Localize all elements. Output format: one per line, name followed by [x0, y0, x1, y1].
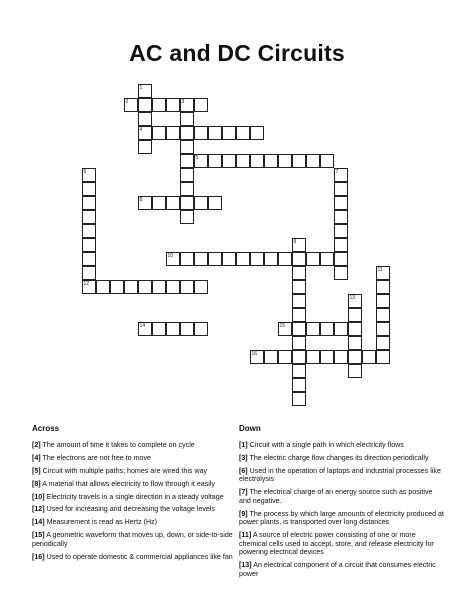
- grid-cell[interactable]: [348, 336, 362, 350]
- grid-cell[interactable]: [264, 154, 278, 168]
- grid-cell[interactable]: [138, 112, 152, 126]
- down-clues: [239, 424, 444, 583]
- clue-item: [32, 493, 237, 502]
- clue-number: [3]: [239, 453, 248, 462]
- clue-number: [1]: [239, 441, 248, 449]
- clue-text: Used to operate domestic & commercial appliances like fan: [46, 552, 233, 561]
- grid-cell[interactable]: [82, 210, 96, 224]
- grid-cell[interactable]: [138, 98, 152, 112]
- grid-cell[interactable]: [264, 252, 278, 266]
- clue-text: An electrical component of a circuit that consumes electric power: [239, 561, 436, 578]
- clue-item: [32, 467, 237, 476]
- page-title: AC and DC Circuits: [129, 40, 345, 66]
- grid-cell[interactable]: [152, 322, 166, 336]
- grid-cell[interactable]: [292, 154, 306, 168]
- clue-number: [6]: [239, 466, 248, 475]
- grid-cell[interactable]: [166, 196, 180, 210]
- grid-number: 9: [293, 238, 297, 245]
- grid-cell[interactable]: [208, 252, 222, 266]
- clue-item: [32, 454, 237, 463]
- grid-cell[interactable]: [208, 196, 222, 210]
- grid-cell[interactable]: [152, 126, 166, 140]
- grid-number: 10: [167, 252, 174, 259]
- clue-text: A geometric waveform that moves up, down, or side-to-side periodically: [32, 531, 233, 548]
- down-heading: Down: [239, 424, 261, 433]
- grid-cell[interactable]: [376, 336, 390, 350]
- grid-cell[interactable]: [180, 196, 194, 210]
- grid-cell[interactable]: [82, 252, 96, 266]
- grid-cell[interactable]: [222, 126, 236, 140]
- grid-cell[interactable]: [180, 154, 194, 168]
- clue-text: Used for increasing and decreasing the voltage levels: [46, 505, 215, 514]
- grid-cell[interactable]: [376, 350, 390, 364]
- clue-item: [32, 518, 237, 527]
- clue-number: [5]: [32, 466, 41, 475]
- grid-number: 11: [377, 266, 383, 273]
- grid-cell[interactable]: [334, 210, 348, 224]
- clue-text: Circuit with multiple paths; homes are wired this way: [42, 466, 208, 475]
- grid-number: 6: [83, 168, 87, 175]
- clue-text: Circuit with a single path in which electricity flows: [249, 441, 404, 449]
- down-clue-list: [239, 441, 444, 579]
- clue-number: [14]: [32, 518, 45, 527]
- grid-cell[interactable]: [166, 280, 180, 294]
- clue-number: [4]: [32, 453, 41, 462]
- grid-cell[interactable]: [320, 322, 334, 336]
- grid-cell[interactable]: [306, 252, 320, 266]
- grid-cell[interactable]: [180, 126, 194, 140]
- grid-cell[interactable]: [180, 168, 194, 182]
- grid-cell[interactable]: [208, 154, 222, 168]
- clue-item: [32, 480, 237, 489]
- grid-cell[interactable]: [306, 154, 320, 168]
- grid-cell[interactable]: [222, 252, 236, 266]
- grid-cell[interactable]: [348, 308, 362, 322]
- clue-item: [32, 531, 237, 548]
- grid-cell[interactable]: [208, 126, 222, 140]
- clue-text: The process by which large amounts of electricity produced at power plants, is transported over long distances: [239, 509, 444, 527]
- grid-cell[interactable]: [180, 112, 194, 126]
- grid-cell[interactable]: [292, 294, 306, 308]
- grid-cell[interactable]: [180, 210, 194, 224]
- grid-cell[interactable]: [82, 238, 96, 252]
- grid-number: 3: [181, 98, 185, 105]
- clue-item: [239, 441, 444, 450]
- grid-cell[interactable]: [82, 182, 96, 196]
- grid-cell[interactable]: [292, 252, 306, 266]
- grid-cell[interactable]: [306, 350, 320, 364]
- grid-number: 13: [349, 294, 356, 301]
- grid-cell[interactable]: [348, 322, 362, 336]
- grid-cell[interactable]: [180, 252, 194, 266]
- clue-number: [10]: [32, 492, 45, 501]
- grid-number: 2: [125, 98, 129, 105]
- grid-cell[interactable]: [194, 280, 208, 294]
- clue-number: [2]: [32, 441, 41, 449]
- grid-cell[interactable]: [334, 252, 348, 266]
- clue-text: Used in the operation of laptops and industrial processes like electrolysis: [239, 466, 441, 484]
- grid-number: 15: [279, 322, 286, 329]
- clue-number: [16]: [32, 552, 45, 561]
- grid-cell[interactable]: [152, 196, 166, 210]
- grid-cell[interactable]: [138, 140, 152, 154]
- grid-cell[interactable]: [82, 224, 96, 238]
- grid-cell[interactable]: [348, 350, 362, 364]
- grid-cell[interactable]: [334, 350, 348, 364]
- grid-cell[interactable]: [166, 322, 180, 336]
- grid-number: 8: [139, 196, 143, 203]
- grid-cell[interactable]: [124, 280, 138, 294]
- clue-item: [239, 510, 444, 527]
- grid-cell[interactable]: [278, 154, 292, 168]
- grid-cell[interactable]: [236, 154, 250, 168]
- grid-number: 14: [139, 322, 146, 329]
- grid-cell[interactable]: [292, 280, 306, 294]
- grid-number: 12: [83, 280, 90, 287]
- clue-text: A source of electric power consisting of one or more chemical cells used to accept, store, and release electricity for powering electrical devices: [239, 531, 434, 557]
- grid-cell[interactable]: [180, 140, 194, 154]
- clue-item: [239, 488, 444, 505]
- across-clues: [32, 424, 237, 566]
- grid-cell[interactable]: [152, 280, 166, 294]
- clue-number: [8]: [32, 479, 41, 488]
- grid-cell[interactable]: [180, 182, 194, 196]
- grid-cell[interactable]: [194, 252, 208, 266]
- clue-item: [239, 561, 444, 578]
- clue-text: The electrons are not free to move: [42, 453, 151, 462]
- grid-cell[interactable]: [250, 126, 264, 140]
- grid-cell[interactable]: [320, 154, 334, 168]
- grid-cell[interactable]: [320, 252, 334, 266]
- grid-cell[interactable]: [376, 294, 390, 308]
- grid-cell[interactable]: [250, 154, 264, 168]
- grid-cell[interactable]: [194, 322, 208, 336]
- grid-cell[interactable]: [306, 322, 320, 336]
- grid-cell[interactable]: [96, 280, 110, 294]
- grid-cell[interactable]: [376, 280, 390, 294]
- clue-text: Measurement is read as Hertz (Hz): [46, 518, 157, 527]
- grid-cell[interactable]: [292, 350, 306, 364]
- grid-cell[interactable]: [222, 154, 236, 168]
- grid-cell[interactable]: [138, 280, 152, 294]
- grid-cell[interactable]: [334, 266, 348, 280]
- grid-cell[interactable]: [278, 350, 292, 364]
- grid-cell[interactable]: [292, 266, 306, 280]
- grid-cell[interactable]: [334, 224, 348, 238]
- grid-cell[interactable]: [194, 196, 208, 210]
- grid-cell[interactable]: [320, 350, 334, 364]
- grid-cell[interactable]: [292, 392, 306, 406]
- grid-cell[interactable]: [236, 126, 250, 140]
- grid-cell[interactable]: [166, 126, 180, 140]
- grid-cell[interactable]: [334, 238, 348, 252]
- grid-cell[interactable]: [292, 336, 306, 350]
- clue-text: Electricity travels in a single direction in a steady voltage: [46, 492, 224, 501]
- clue-item: [239, 467, 444, 484]
- grid-cell[interactable]: [264, 350, 278, 364]
- grid-cell[interactable]: [180, 280, 194, 294]
- clue-number: [13]: [239, 561, 252, 570]
- clue-text: The electric charge flow changes its direction periodically: [249, 453, 429, 462]
- clue-text: A material that allows electricity to flow through it easily: [42, 479, 215, 488]
- grid-cell[interactable]: [292, 378, 306, 392]
- grid-cell[interactable]: [292, 322, 306, 336]
- grid-cell[interactable]: [376, 308, 390, 322]
- grid-cell[interactable]: [292, 364, 306, 378]
- grid-cell[interactable]: [180, 322, 194, 336]
- clue-number: [15]: [32, 531, 45, 540]
- clue-item: [32, 553, 237, 562]
- grid-number: 1: [139, 84, 143, 91]
- clue-item: [32, 441, 237, 450]
- across-heading: Across: [32, 424, 60, 433]
- grid-cell[interactable]: [152, 98, 166, 112]
- grid-cell[interactable]: [82, 266, 96, 280]
- grid-cell[interactable]: [166, 98, 180, 112]
- across-clue-list: [32, 441, 237, 561]
- clue-number: [9]: [239, 509, 248, 518]
- grid-cell[interactable]: [292, 308, 306, 322]
- grid-cell[interactable]: [82, 196, 96, 210]
- grid-cell[interactable]: [278, 252, 292, 266]
- grid-cell[interactable]: [362, 350, 376, 364]
- grid-cell[interactable]: [334, 196, 348, 210]
- clue-item: [239, 531, 444, 557]
- grid-cell[interactable]: [334, 322, 348, 336]
- grid-cell[interactable]: [334, 182, 348, 196]
- grid-number: 5: [195, 154, 199, 161]
- clue-item: [32, 505, 237, 514]
- clue-item: [239, 454, 444, 463]
- grid-cell[interactable]: [348, 364, 362, 378]
- grid-cell[interactable]: [194, 126, 208, 140]
- grid-number: 16: [251, 350, 258, 357]
- grid-cell[interactable]: [110, 280, 124, 294]
- clue-number: [12]: [32, 505, 45, 514]
- clue-text: The amount of time it takes to complete on cycle: [42, 441, 195, 449]
- grid-cell[interactable]: [236, 252, 250, 266]
- grid-number: 7: [335, 168, 339, 175]
- clue-number: [7]: [239, 488, 248, 497]
- grid-number: 4: [139, 126, 143, 133]
- grid-cell[interactable]: [250, 252, 264, 266]
- grid-cell[interactable]: [376, 322, 390, 336]
- grid-cell[interactable]: [194, 98, 208, 112]
- clue-number: [11]: [239, 531, 252, 540]
- clue-text: The electrical charge of an energy source such as positive and negative.: [239, 488, 433, 505]
